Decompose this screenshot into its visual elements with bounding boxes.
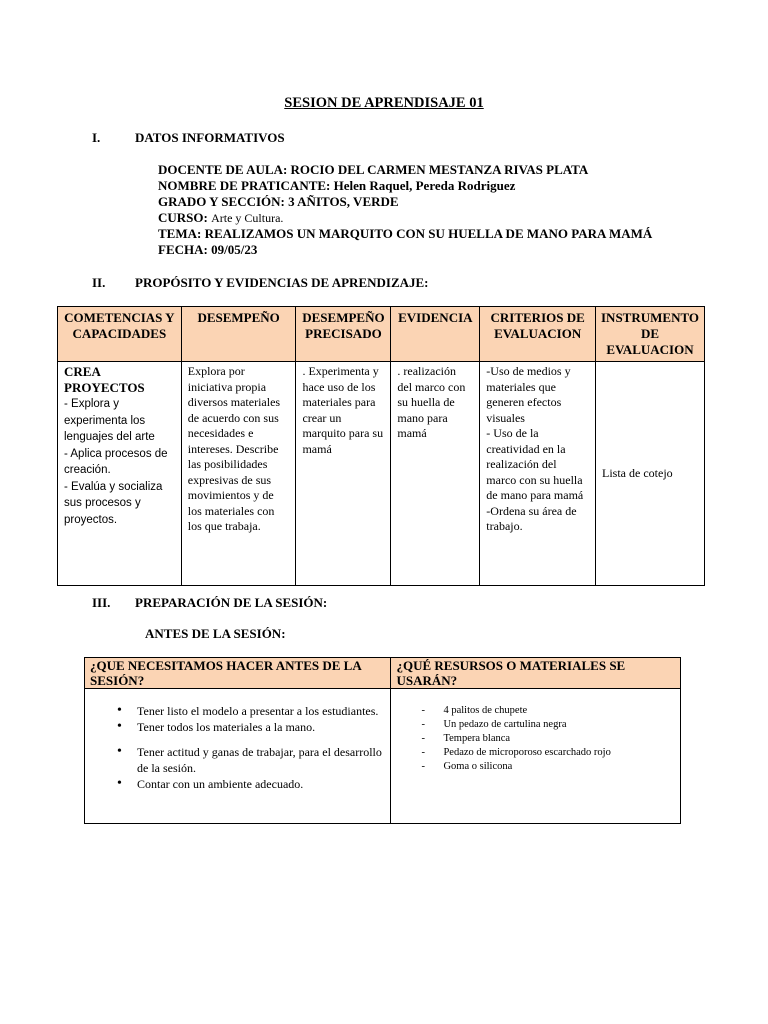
tema-value: REALIZAMOS UN MARQUITO CON SU HUELLA DE MANO PARA MAMÁ [204, 226, 653, 241]
header-desempeno-precisado: DESEMPEÑO PRECISADO [296, 307, 391, 362]
info-practicante [158, 178, 515, 194]
cell-actions [85, 689, 391, 824]
grado-label: GRADO Y SECCIÓN: [158, 194, 285, 209]
header-desempeno: DESEMPEÑO [181, 307, 296, 362]
document-title: SESION DE APRENDISAJE 01 [284, 95, 484, 111]
header-evidencia: EVIDENCIA [391, 307, 480, 362]
section-3-subtitle: ANTES DE LA SESIÓN: [145, 626, 286, 641]
section-1-number: I. [92, 130, 101, 145]
info-grado [158, 194, 399, 210]
docente-value: ROCIO DEL CARMEN MESTANZA RIVAS PLATA [290, 162, 589, 177]
criterio-item: - Uso de la creatividad en la realización del marco con su huella de mano para mamá [486, 426, 584, 502]
material-item: - Pedazo de microporoso escarchado rojo [391, 746, 680, 760]
cell-materials [391, 689, 681, 824]
section-3-number: III. [92, 595, 111, 610]
action-item: • Tener todos los materiales a la mano. [85, 719, 390, 735]
header-actions: ¿QUE NECESITAMOS HACER ANTES DE LA SESIÓN? [85, 658, 391, 689]
header-instrumento: INSTRUMENTO DE EVALUACION [596, 307, 705, 362]
criterio-item: -Uso de medios y materiales que generen efectos visuales [486, 364, 571, 425]
fecha-value: 09/05/23 [211, 242, 258, 257]
info-fecha [158, 242, 257, 258]
section-1-title: DATOS INFORMATIVOS [135, 130, 285, 145]
grado-value: 3 AÑITOS, VERDE [288, 194, 399, 209]
fecha-label: FECHA: [158, 242, 208, 257]
header-criterios: CRITERIOS DE EVALUACION [480, 307, 596, 362]
material-item: - Tempera blanca [391, 732, 680, 746]
action-item: • Tener actitud y ganas de trabajar, para el desarrollo de la sesión. [85, 744, 390, 776]
cell-evidencia: . realización del marco con su huella de mano para mamá [391, 362, 480, 586]
competencia-item: - Aplica procesos de creación. [64, 447, 168, 476]
action-item: • Contar con un ambiente adecuado. [85, 776, 390, 792]
competencia-item: - Explora y experimenta los lenguajes del arte [64, 398, 155, 443]
cell-criterios [480, 362, 596, 586]
cell-instrumento: Lista de cotejo [596, 362, 705, 586]
tema-label: TEMA: [158, 226, 202, 241]
materials-list [391, 704, 680, 774]
cell-desempeno: Explora por iniciativa propia diversos materiales de acuerdo con sus necesidades e intereses. Describe las posibilidades expresivas de sus movimientos y de los materiales con los que trabaja. [181, 362, 296, 586]
section-2-number: II. [92, 275, 106, 290]
section-3-title: PREPARACIÓN DE LA SESIÓN: [135, 595, 328, 610]
actions-list [85, 703, 390, 792]
material-item: - Goma o silicona [391, 760, 680, 774]
header-materials: ¿QUÉ RESURSOS O MATERIALES SE USARÁN? [391, 658, 681, 689]
criterio-item: -Ordena su área de trabajo. [486, 503, 577, 533]
info-docente [158, 162, 588, 178]
cell-desempeno-precisado: . Experimenta y hace uso de los materiales para crear un marquito para su mamá [296, 362, 391, 586]
material-item: - Un pedazo de cartulina negra [391, 718, 680, 732]
preparation-table [84, 657, 681, 824]
section-2-title: PROPÓSITO Y EVIDENCIAS DE APRENDIZAJE: [135, 275, 429, 290]
info-tema [158, 226, 652, 242]
competencia-item: - Evalúa y socializa sus procesos y proyectos. [64, 480, 163, 526]
curso-label: CURSO: [158, 210, 208, 225]
material-item: - 4 palitos de chupete [391, 704, 680, 718]
cell-competencias [58, 362, 182, 586]
action-item: • Tener listo el modelo a presentar a los estudiantes. [85, 703, 390, 719]
competencia-title: CREA PROYECTOS [64, 364, 145, 395]
header-competencias: COMETENCIAS Y CAPACIDADES [58, 307, 182, 362]
curso-value: Arte y Cultura. [211, 211, 284, 225]
learning-purpose-table [57, 306, 705, 586]
info-curso [158, 210, 283, 226]
practicante-value: Helen Raquel, Pereda Rodriguez [333, 178, 516, 193]
docente-label: DOCENTE DE AULA: [158, 162, 288, 177]
practicante-label: NOMBRE DE PRATICANTE: [158, 178, 331, 193]
